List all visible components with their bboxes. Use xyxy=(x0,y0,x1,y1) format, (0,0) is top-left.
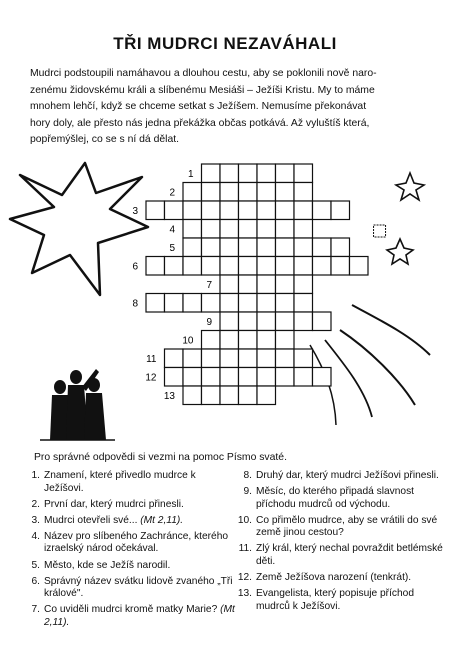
crossword-cell[interactable] xyxy=(276,257,295,276)
clue-number: 10. xyxy=(237,514,252,526)
clue-number-label: 13 xyxy=(163,391,175,402)
crossword-cell[interactable] xyxy=(294,257,313,276)
clue-number: 12. xyxy=(237,572,252,584)
clue-number: 5. xyxy=(31,559,40,571)
small-star-icon xyxy=(387,239,413,264)
crossword-cell[interactable] xyxy=(165,294,184,313)
clue-number-label: 10 xyxy=(182,335,194,347)
clue-number: 13. xyxy=(237,588,252,600)
clue-item xyxy=(24,560,236,573)
crossword-cell[interactable] xyxy=(350,257,369,276)
intro-line: popřemýšlej, co se s ní dá dělat. xyxy=(30,134,180,145)
crossword-cell[interactable] xyxy=(220,183,239,202)
crossword-cell[interactable] xyxy=(276,368,295,387)
clue-text: Druhý dar, který mudrci Ježíšovi přinesli. xyxy=(256,470,439,481)
crossword-cell[interactable] xyxy=(276,312,295,331)
crossword-cell[interactable] xyxy=(183,220,202,239)
crossword-cell[interactable] xyxy=(202,238,221,257)
big-star-icon xyxy=(10,163,148,295)
crossword-cell[interactable] xyxy=(202,386,221,405)
crossword-cell[interactable] xyxy=(183,257,202,276)
crossword-cell[interactable] xyxy=(239,294,258,313)
intro-line: Mudrci podstoupili namáhavou a dlouhou cestu, aby se poklonili nově naro- xyxy=(30,68,377,79)
clue-number: 8. xyxy=(243,470,252,481)
crossword-cell[interactable] xyxy=(239,257,258,276)
crossword-cell[interactable] xyxy=(294,368,313,387)
crossword-cell[interactable] xyxy=(276,349,295,368)
crossword-cell[interactable] xyxy=(220,257,239,276)
crossword-cell[interactable] xyxy=(294,164,313,183)
crossword-cell[interactable] xyxy=(239,312,258,331)
clue-text: Země Ježíšova narození (tenkrát). xyxy=(256,572,412,584)
crossword-grid xyxy=(146,164,386,405)
clue-number: 2. xyxy=(31,498,40,510)
clue-number-label: 4 xyxy=(169,224,175,236)
clue-item xyxy=(24,515,236,528)
clue-text: Měsíc, do kterého připadá slavnost příchodu mudrců od východu. xyxy=(256,486,414,510)
crossword-cell[interactable] xyxy=(294,275,313,294)
clue-number: 7. xyxy=(31,604,40,616)
crossword-cell[interactable] xyxy=(294,312,313,331)
crossword-cell[interactable] xyxy=(183,183,202,202)
crossword-cell[interactable] xyxy=(202,368,221,387)
clue-text: Co přimělo mudrce, aby se vrátili do své země jinou cestou? xyxy=(256,514,438,539)
crossword-cell[interactable] xyxy=(220,164,239,183)
crossword-cell[interactable] xyxy=(202,257,221,276)
intro-line: zenému židovskému králi a slíbenému Mesiáši – Ježíši Kristu. My to máme xyxy=(30,84,375,96)
crossword-cell[interactable] xyxy=(183,201,202,220)
crossword-cell[interactable] xyxy=(183,294,202,313)
clue-number: 11. xyxy=(238,543,252,555)
instruction-text: Pro správné odpovědi si vezmi na pomoc Písmo svaté. xyxy=(34,452,287,463)
crossword-cell[interactable] xyxy=(146,201,165,220)
crossword-cell[interactable] xyxy=(276,220,295,239)
crossword-cell[interactable] xyxy=(257,386,276,405)
clue-list-right xyxy=(236,470,446,617)
crossword-cell[interactable] xyxy=(257,312,276,331)
crossword-cell[interactable] xyxy=(220,201,239,220)
intro-line: hory doly, ale přesto nás jedna překážka občas potkává. Až vyluštíš která, xyxy=(30,117,370,129)
clue-number-label: 12 xyxy=(145,372,157,384)
crossword-cell[interactable] xyxy=(294,349,313,368)
intro-line: mnohem lehčí, když se chceme setkat s Ježíšem. Nemusíme překonávat xyxy=(30,101,367,112)
crossword-cell[interactable] xyxy=(220,238,239,257)
page-title: TŘI MUDRCI NEZAVÁHALI xyxy=(113,34,337,53)
clue-number-label: 9 xyxy=(206,317,212,328)
comet-tail xyxy=(340,330,415,405)
crossword-cell[interactable] xyxy=(276,164,295,183)
clue-item xyxy=(236,572,446,585)
clue-reference: (Mt 2,11). xyxy=(140,514,184,526)
clue-number: 4. xyxy=(31,530,40,542)
crossword-cell[interactable] xyxy=(220,294,239,313)
crossword-cell[interactable] xyxy=(239,331,258,350)
intro-paragraph xyxy=(30,66,430,149)
clue-item xyxy=(24,470,236,495)
crossword-cell[interactable] xyxy=(294,201,313,220)
crossword-cell[interactable] xyxy=(239,220,258,239)
crossword-cell[interactable] xyxy=(165,201,184,220)
crossword-cell[interactable] xyxy=(257,368,276,387)
crossword-cell[interactable] xyxy=(165,257,184,276)
clue-item xyxy=(236,470,446,483)
clue-number: 1. xyxy=(31,470,40,481)
clue-text: Znamení, které přivedlo mudrce k Ježíšovi. xyxy=(44,470,196,494)
small-star-icon xyxy=(396,173,424,200)
crossword-cell[interactable] xyxy=(257,331,276,350)
crossword-cell[interactable] xyxy=(257,257,276,276)
clue-number-label: 5 xyxy=(169,243,175,254)
crossword-cell[interactable] xyxy=(276,331,295,350)
crossword-cell[interactable] xyxy=(183,238,202,257)
crossword-cell[interactable] xyxy=(165,368,184,387)
clue-list-left xyxy=(24,470,236,633)
crossword-cell[interactable] xyxy=(257,349,276,368)
crossword-cell[interactable] xyxy=(239,368,258,387)
crossword-cell[interactable] xyxy=(220,312,239,331)
clue-text: První dar, který mudrci přinesli. xyxy=(44,498,184,510)
crossword-cell[interactable] xyxy=(276,201,295,220)
crossword-cell[interactable] xyxy=(220,331,239,350)
crossword-cell[interactable] xyxy=(331,201,350,220)
crossword-cell[interactable] xyxy=(257,220,276,239)
crossword-cell[interactable] xyxy=(313,201,332,220)
clue-number-label: 7 xyxy=(206,280,212,291)
crossword-cell[interactable] xyxy=(202,349,221,368)
crossword-cell[interactable] xyxy=(220,386,239,405)
crossword-cell[interactable] xyxy=(202,201,221,220)
pattern-square-icon xyxy=(374,225,386,237)
clue-number-label: 8 xyxy=(132,298,138,310)
clue-reference: (Mt 2,11). xyxy=(44,604,235,628)
crossword-cell[interactable] xyxy=(183,368,202,387)
crossword-cell[interactable] xyxy=(257,183,276,202)
crossword-cell[interactable] xyxy=(202,220,221,239)
clue-number: 9. xyxy=(243,486,252,498)
crossword-cell[interactable] xyxy=(294,183,313,202)
crossword-cell[interactable] xyxy=(276,294,295,313)
crossword-cell[interactable] xyxy=(331,238,350,257)
clue-number-label: 6 xyxy=(132,261,138,273)
clue-number-label: 2 xyxy=(169,187,175,199)
crossword-cell[interactable] xyxy=(202,331,221,350)
clue-text: Mudrci otevřeli své... (Mt 2,11). xyxy=(44,514,184,526)
clue-text: Co uviděli mudrci kromě matky Marie? (Mt 2,11). xyxy=(44,604,235,628)
clue-item xyxy=(236,588,446,613)
clue-item xyxy=(24,531,236,556)
clue-text: Město, kde se Ježíš narodil. xyxy=(44,559,171,571)
crossword-cell[interactable] xyxy=(257,164,276,183)
crossword-cell[interactable] xyxy=(220,220,239,239)
clue-item xyxy=(24,576,236,601)
magi-silhouette xyxy=(40,369,115,440)
crossword-cell[interactable] xyxy=(239,386,258,405)
crossword-cell[interactable] xyxy=(220,275,239,294)
crossword-cell[interactable] xyxy=(183,386,202,405)
clue-item xyxy=(24,604,236,629)
crossword-cell[interactable] xyxy=(257,275,276,294)
crossword-cell[interactable] xyxy=(146,257,165,276)
clue-item xyxy=(24,499,236,512)
crossword-cell[interactable] xyxy=(257,201,276,220)
clue-number-label: 3 xyxy=(132,206,138,217)
clue-number-label: 1 xyxy=(187,169,194,180)
crossword-cell[interactable] xyxy=(202,183,221,202)
crossword-cell[interactable] xyxy=(146,294,165,313)
crossword-cell[interactable] xyxy=(239,275,258,294)
crossword-cell[interactable] xyxy=(239,349,258,368)
crossword-cell[interactable] xyxy=(220,368,239,387)
clue-number-label: 11 xyxy=(146,354,157,365)
crossword-cell[interactable] xyxy=(239,238,258,257)
crossword-cell[interactable] xyxy=(294,220,313,239)
crossword-cell[interactable] xyxy=(276,183,295,202)
clue-item xyxy=(236,486,446,511)
clue-text: Název pro slíbeného Zachránce, kterého izraelský národ očekával. xyxy=(44,530,229,555)
clue-number: 6. xyxy=(31,575,40,587)
crossword-cell[interactable] xyxy=(183,349,202,368)
crossword-cell[interactable] xyxy=(202,294,221,313)
crossword-cell[interactable] xyxy=(313,368,332,387)
crossword-cell[interactable] xyxy=(276,238,295,257)
crossword-cell[interactable] xyxy=(294,238,313,257)
crossword-cell[interactable] xyxy=(202,164,221,183)
crossword-cell[interactable] xyxy=(313,257,332,276)
crossword-cell[interactable] xyxy=(276,275,295,294)
crossword-cell[interactable] xyxy=(220,349,239,368)
comet-tail xyxy=(325,340,372,417)
clue-text: Zlý král, který nechal povraždit betlémské děti. xyxy=(256,543,443,568)
crossword-cell[interactable] xyxy=(313,312,332,331)
crossword-cell[interactable] xyxy=(239,183,258,202)
crossword-cell[interactable] xyxy=(257,294,276,313)
clue-text: Správný název svátku lidově zvaného „Tři králové". xyxy=(44,575,233,600)
crossword-cell[interactable] xyxy=(239,164,258,183)
crossword-cell[interactable] xyxy=(257,238,276,257)
clue-item xyxy=(236,543,446,568)
clue-item xyxy=(236,515,446,540)
crossword-cell[interactable] xyxy=(313,238,332,257)
crossword-cell[interactable] xyxy=(239,201,258,220)
crossword-cell[interactable] xyxy=(331,257,350,276)
clue-number: 3. xyxy=(31,514,40,526)
crossword-illustration xyxy=(0,155,450,445)
crossword-cell[interactable] xyxy=(165,349,184,368)
crossword-cell[interactable] xyxy=(294,294,313,313)
clue-text: Evangelista, který popisuje příchod mudrců k Ježíšovi. xyxy=(256,588,414,612)
